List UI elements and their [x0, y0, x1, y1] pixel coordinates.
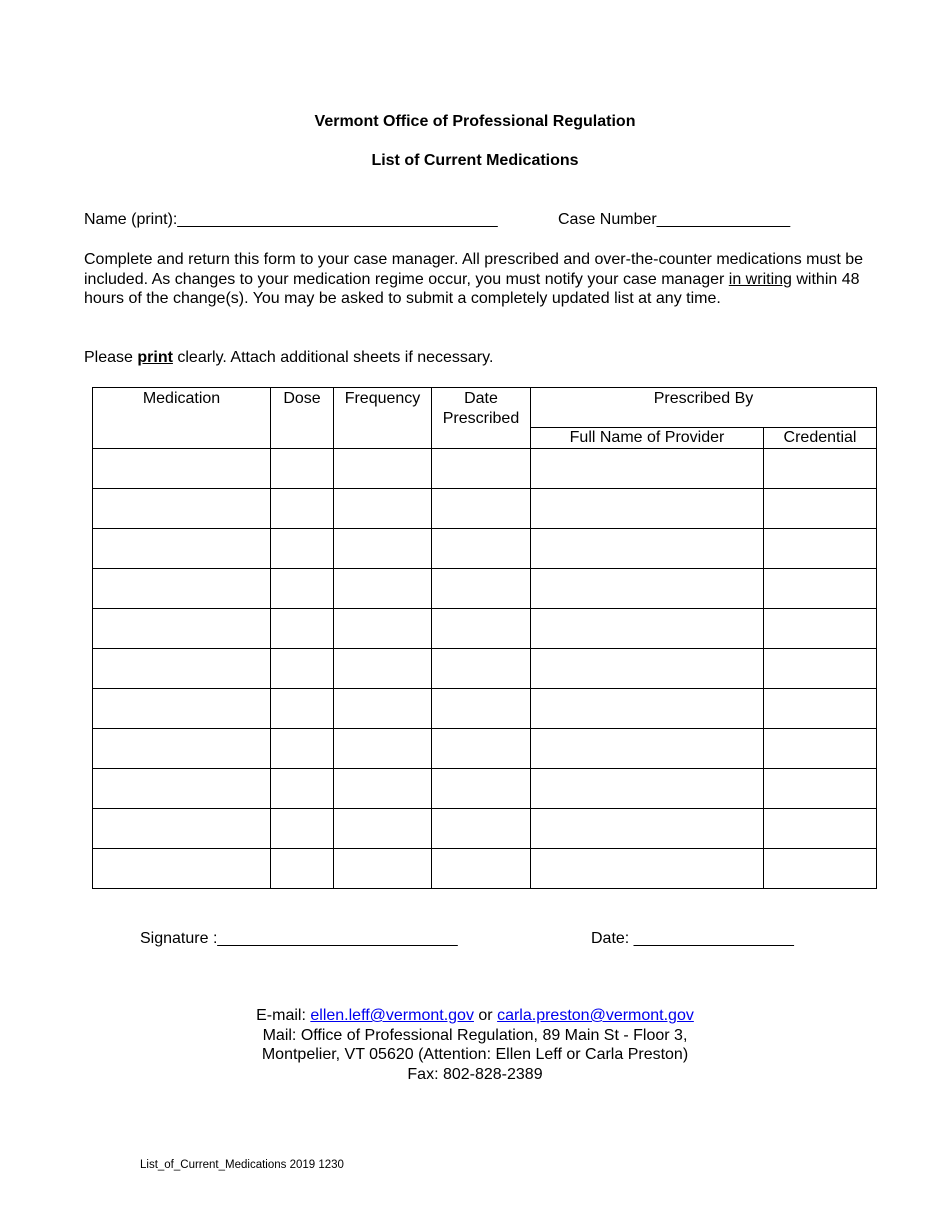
cell-frequency[interactable] [334, 608, 432, 648]
email-link-carla[interactable]: carla.preston@vermont.gov [497, 1007, 694, 1024]
cell-medication[interactable] [93, 648, 271, 688]
cell-provider-name[interactable] [531, 728, 764, 768]
cell-medication[interactable] [93, 728, 271, 768]
cell-frequency[interactable] [334, 568, 432, 608]
signature-label: Signature : [140, 930, 218, 947]
cell-date-prescribed[interactable] [432, 768, 531, 808]
table-row [93, 728, 877, 768]
print-note-text-1: Please [84, 349, 138, 366]
header-frequency: Frequency [334, 388, 432, 449]
instructions-text-1: Complete and return this form to your case manager. All prescribed and over-the-counter medications must be included. As changes to your medication regime occur, you must notify your case manager [84, 251, 864, 288]
cell-medication[interactable] [93, 488, 271, 528]
cell-dose[interactable] [271, 608, 334, 648]
mail-line-2: Montpelier, VT 05620 (Attention: Ellen Leff or Carla Preston) [261, 1046, 689, 1063]
mail-line-1: Mail: Office of Professional Regulation, 89 Main St - Floor 3, [262, 1026, 688, 1044]
print-note-text-2: clearly. Attach additional sheets if necessary. [172, 349, 494, 366]
cell-frequency[interactable] [334, 808, 432, 848]
email-label: E-mail: [256, 1007, 311, 1024]
table-row [93, 648, 877, 688]
cell-dose[interactable] [271, 568, 334, 608]
cell-frequency[interactable] [334, 728, 432, 768]
cell-provider-name[interactable] [531, 848, 764, 888]
cell-frequency[interactable] [334, 528, 432, 568]
cell-dose[interactable] [271, 488, 334, 528]
cell-provider-name[interactable] [531, 768, 764, 808]
cell-medication[interactable] [93, 688, 271, 728]
header-full-name-of-provider: Full Name of Provider [531, 428, 764, 449]
cell-provider-name[interactable] [531, 528, 764, 568]
header-prescribed-by: Prescribed By [531, 388, 877, 428]
table-row [93, 528, 877, 568]
fax-line: Fax: 802-828-2389 [407, 1065, 543, 1083]
header-date-prescribed: Date Prescribed [432, 388, 531, 449]
cell-credential[interactable] [764, 728, 877, 768]
cell-frequency[interactable] [334, 648, 432, 688]
instructions-text-2: within 48 hours of the change(s). You may be asked to submit a completely updated list at any time. [84, 270, 860, 307]
cell-medication[interactable] [93, 848, 271, 888]
cell-date-prescribed[interactable] [432, 568, 531, 608]
cell-date-prescribed[interactable] [432, 448, 531, 488]
cell-date-prescribed[interactable] [432, 648, 531, 688]
cell-provider-name[interactable] [531, 568, 764, 608]
table-row [93, 608, 877, 648]
case-number-blank[interactable]: _______________ [656, 211, 791, 228]
signature-field[interactable] [140, 929, 458, 949]
header-dose: Dose [271, 388, 334, 449]
cell-medication[interactable] [93, 768, 271, 808]
name-label: Name (print): [84, 211, 178, 228]
date-field[interactable] [591, 929, 794, 949]
cell-date-prescribed[interactable] [432, 528, 531, 568]
cell-dose[interactable] [271, 848, 334, 888]
header-credential: Credential [764, 428, 877, 449]
cell-frequency[interactable] [334, 688, 432, 728]
cell-date-prescribed[interactable] [432, 688, 531, 728]
medications-table [92, 387, 877, 889]
table-row [93, 848, 877, 888]
cell-credential[interactable] [764, 608, 877, 648]
cell-medication[interactable] [93, 568, 271, 608]
cell-medication[interactable] [93, 608, 271, 648]
cell-dose[interactable] [271, 728, 334, 768]
table-row [93, 768, 877, 808]
cell-credential[interactable] [764, 568, 877, 608]
cell-credential[interactable] [764, 808, 877, 848]
cell-date-prescribed[interactable] [432, 848, 531, 888]
cell-provider-name[interactable] [531, 648, 764, 688]
document-id: List_of_Current_Medications 2019 1230 [140, 1159, 344, 1171]
medications-table-body [93, 448, 877, 888]
print-note [84, 348, 874, 368]
name-blank[interactable]: ____________________________________ [177, 211, 498, 228]
cell-dose[interactable] [271, 808, 334, 848]
instructions-paragraph [84, 250, 874, 309]
cell-date-prescribed[interactable] [432, 608, 531, 648]
cell-dose[interactable] [271, 688, 334, 728]
cell-credential[interactable] [764, 688, 877, 728]
cell-dose[interactable] [271, 648, 334, 688]
cell-provider-name[interactable] [531, 808, 764, 848]
cell-frequency[interactable] [334, 488, 432, 528]
cell-credential[interactable] [764, 768, 877, 808]
contact-block [0, 1006, 950, 1084]
cell-date-prescribed[interactable] [432, 728, 531, 768]
email-or: or [473, 1007, 498, 1024]
table-row [93, 688, 877, 728]
cell-credential[interactable] [764, 528, 877, 568]
cell-medication[interactable] [93, 528, 271, 568]
table-row [93, 808, 877, 848]
signature-blank[interactable]: ___________________________ [217, 930, 458, 947]
case-number-label: Case Number [558, 211, 657, 228]
cell-provider-name[interactable] [531, 688, 764, 728]
cell-credential[interactable] [764, 488, 877, 528]
cell-frequency[interactable] [334, 848, 432, 888]
header-medication: Medication [93, 388, 271, 449]
cell-medication[interactable] [93, 448, 271, 488]
cell-date-prescribed[interactable] [432, 808, 531, 848]
cell-dose[interactable] [271, 528, 334, 568]
cell-dose[interactable] [271, 448, 334, 488]
cell-credential[interactable] [764, 448, 877, 488]
cell-frequency[interactable] [334, 448, 432, 488]
cell-frequency[interactable] [334, 768, 432, 808]
instructions-emphasis: in writing [728, 270, 792, 288]
cell-provider-name[interactable] [531, 448, 764, 488]
date-label: Date: [591, 930, 634, 947]
cell-credential[interactable] [764, 648, 877, 688]
case-number-field[interactable] [558, 210, 790, 230]
print-note-emphasis: print [137, 349, 173, 366]
email-line [0, 1006, 950, 1026]
cell-date-prescribed[interactable] [432, 488, 531, 528]
organization-title: Vermont Office of Professional Regulation [314, 113, 636, 130]
email-link-ellen[interactable]: ellen.leff@vermont.gov [310, 1007, 474, 1024]
table-row [93, 488, 877, 528]
form-title: List of Current Medications [371, 152, 579, 169]
cell-medication[interactable] [93, 808, 271, 848]
table-row [93, 568, 877, 608]
table-row [93, 448, 877, 488]
cell-provider-name[interactable] [531, 488, 764, 528]
cell-credential[interactable] [764, 848, 877, 888]
cell-dose[interactable] [271, 768, 334, 808]
date-blank[interactable]: __________________ [633, 930, 794, 947]
name-field[interactable] [84, 210, 498, 230]
cell-provider-name[interactable] [531, 608, 764, 648]
